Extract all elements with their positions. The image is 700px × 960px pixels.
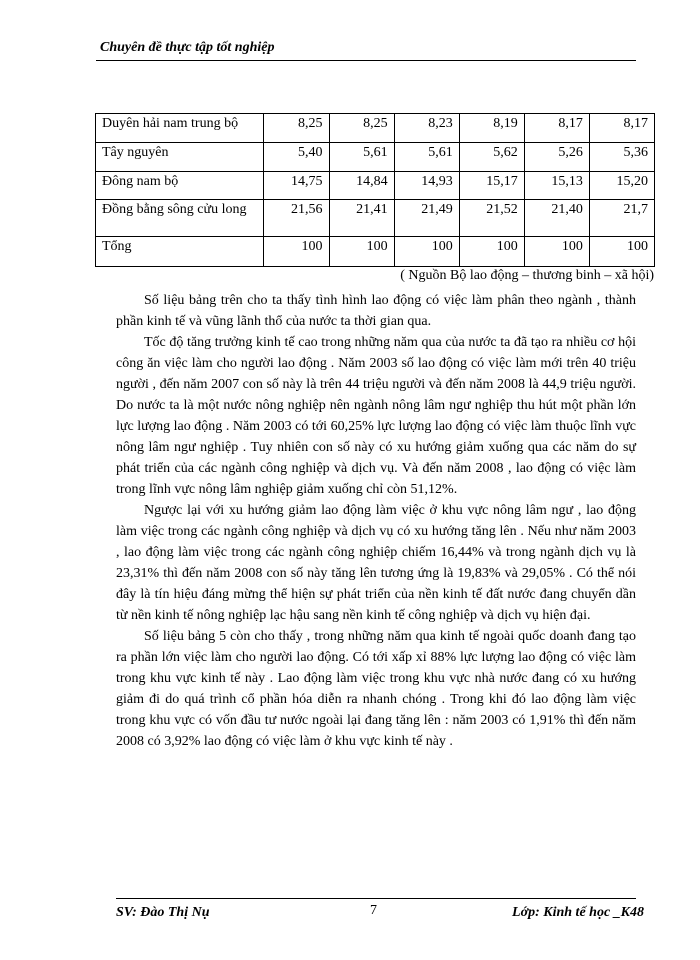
table-cell: 5,61	[329, 143, 394, 172]
row-label: Tây nguyên	[96, 143, 264, 172]
table-cell: 100	[524, 237, 589, 267]
table-cell: 15,13	[524, 172, 589, 200]
table-cell: 14,93	[394, 172, 459, 200]
paragraph: Số liệu bảng trên cho ta thấy tình hình lao động có việc làm phân theo ngành , thành phần kinh tế và vũng lãnh thổ của nước ta thời gian qua.	[116, 293, 636, 329]
table-cell: 100	[329, 237, 394, 267]
table-row	[96, 237, 655, 267]
table-cell: 21,52	[459, 200, 524, 237]
table-cell: 8,17	[524, 114, 589, 143]
table-cell: 15,20	[589, 172, 654, 200]
body-text	[116, 290, 636, 752]
row-label: Duyên hải nam trung bộ	[96, 114, 264, 143]
table-row	[96, 172, 655, 200]
header-title: Chuyên đề thực tập tốt nghiệp	[100, 40, 275, 55]
table-cell: 21,41	[329, 200, 394, 237]
page-number: 7	[370, 903, 377, 918]
table-cell: 21,49	[394, 200, 459, 237]
paragraph: Số liệu bảng 5 còn cho thấy , trong những năm qua kinh tế ngoài quốc doanh đang tạo ra phần lớn việc làm cho người lao động. Có tới xấp xỉ 88% lực lượng lao động có việc làm trong khu vực kinh tế này . Lao động làm việc trong khu vực nhà nước đang có xu hướng giảm đi do quá trình cổ phần hóa diễn ra nhanh chóng . Trong khi đó lao động làm việc trong khu vực có vốn đầu tư nước ngoài lại đang tăng lên : năm 2003 có 1,91% thì đến năm 2008 có 3,92% lao động có việc làm ở khu vực kinh tế này .	[116, 629, 636, 749]
labor-share-table	[95, 113, 655, 267]
footer-student: SV: Đào Thị Nụ	[116, 905, 210, 920]
table-cell: 5,62	[459, 143, 524, 172]
table-cell: 5,61	[394, 143, 459, 172]
table-source-note: ( Nguồn Bộ lao động – thương binh – xã hội)	[400, 268, 654, 283]
row-label: Đồng bằng sông cửu long	[96, 200, 264, 237]
table-cell: 5,40	[264, 143, 329, 172]
row-label: Tổng	[96, 237, 264, 267]
table-cell: 8,19	[459, 114, 524, 143]
table-row	[96, 143, 655, 172]
table-cell: 8,25	[264, 114, 329, 143]
table-cell: 21,7	[589, 200, 654, 237]
table-row	[96, 200, 655, 237]
table-cell: 14,75	[264, 172, 329, 200]
footer-class: Lớp: Kinh tế học _K48	[512, 905, 644, 920]
table-cell: 21,56	[264, 200, 329, 237]
page-header	[96, 40, 636, 61]
table-row	[96, 114, 655, 143]
row-label: Đông nam bộ	[96, 172, 264, 200]
table-cell: 100	[394, 237, 459, 267]
table-cell: 100	[459, 237, 524, 267]
table-cell: 8,23	[394, 114, 459, 143]
table-cell: 100	[589, 237, 654, 267]
paragraph: Tốc độ tăng trưởng kinh tế cao trong những năm qua của nước ta đã tạo ra nhiều cơ hội công ăn việc làm cho người lao động . Năm 2003 số lao động có việc làm mới trên 40 triệu người , đến năm 2007 con số này là trên 44 triệu người và đến năm 2008 là 44,9 triệu người. Do nước ta là một nước nông nghiệp nên ngành nông lâm ngư nghiệp thu hút một phần lớn lực lượng lao động . Năm 2003 có tới 60,25% lực lượng lao động có việc làm thuộc lĩnh vực nông lâm ngư nghiệp . Tuy nhiên con số này có xu hướng giảm xuống qua các năm do sự phát triển của các ngành công nghiệp và dịch vụ. Và đến năm 2008 , lao động có việc làm trong lĩnh vực nông lâm nghiệp giảm xuống chỉ còn 51,12%.	[116, 335, 636, 497]
table-cell: 100	[264, 237, 329, 267]
table-cell: 8,25	[329, 114, 394, 143]
table-cell: 14,84	[329, 172, 394, 200]
table-cell: 5,26	[524, 143, 589, 172]
table-cell: 5,36	[589, 143, 654, 172]
table-cell: 8,17	[589, 114, 654, 143]
footer-divider	[116, 898, 636, 899]
paragraph: Ngược lại với xu hướng giảm lao động làm việc ở khu vực nông lâm ngư , lao động làm việc trong các ngành công nghiệp và dịch vụ có xu hướng tăng lên . Nếu như năm 2003 , lao động làm việc trong các ngành công nghiệp chiếm 16,44% và trong ngành dịch vụ là 23,31% thì đến năm 2008 con số này tăng lên tương ứng là 19,83% và 29,05% . Có thể nói đây là tín hiệu đáng mừng thể hiện sự phát triển của nền kinh tế đất nước đang chuyển dần từ nền kinh tế nông nghiệp lạc hậu sang nền kinh tế công nghiệp và dịch vụ hiện đại.	[116, 503, 636, 623]
table-cell: 21,40	[524, 200, 589, 237]
table-cell: 15,17	[459, 172, 524, 200]
